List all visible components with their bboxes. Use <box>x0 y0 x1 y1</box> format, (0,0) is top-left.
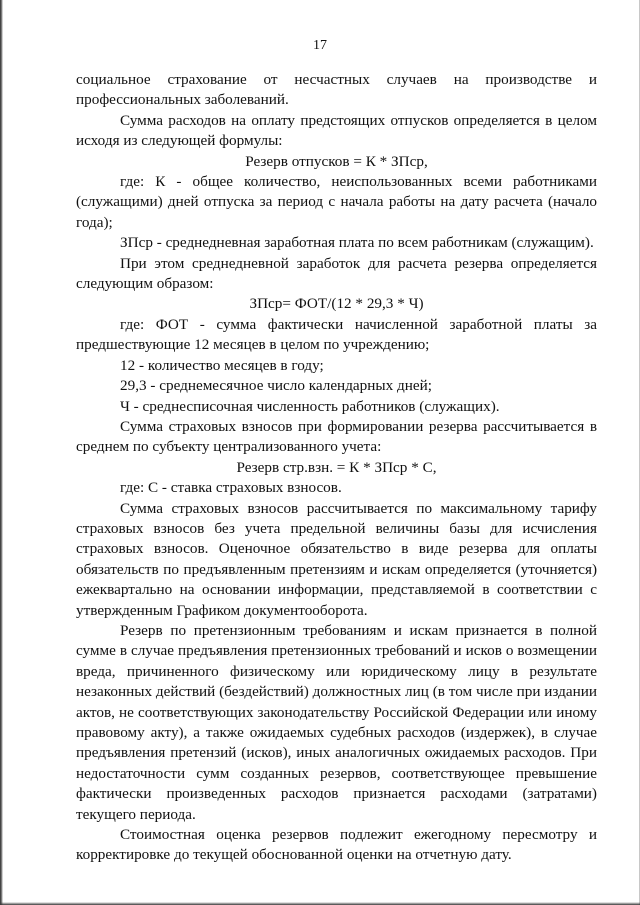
formula-average-earnings: ЗПср= ФОТ/(12 * 29,3 * Ч) <box>249 295 424 313</box>
paragraph-days-definition: 29,3 - среднемесячное число календарных дней; <box>120 377 432 395</box>
paragraph-continuation: социальное страхование от несчастных случаев на производстве и профессиональных заболеваний. <box>76 71 597 109</box>
scan-edge-shadow <box>0 0 3 905</box>
paragraph-k-definition: где: К - общее количество, неиспользованных всеми работниками (служащими) дней отпуска за период с начала работы на дату расчета (начало года); <box>76 173 597 231</box>
paragraph-fot-definition: где: ФОТ - сумма фактически начисленной заработной платы за предшествующие 12 месяцев в целом по учреждению; <box>76 315 597 354</box>
paragraph-rate-definition: где: С - ставка страховых взносов. <box>120 479 342 497</box>
body-text <box>76 70 597 866</box>
paragraph-vacation-reserve-intro: Сумма расходов на оплату предстоящих отпусков определяется в целом исходя из следующей формулы: <box>76 111 597 150</box>
paragraph-zpsr-definition: ЗПср - среднедневная заработная плата по всем работникам (служащим). <box>120 234 594 252</box>
paragraph-reserve-review: Стоимостная оценка резервов подлежит ежегодному пересмотру и корректировке до текущей обоснованной оценки на отчетную дату. <box>76 826 597 864</box>
paragraph-insurance-intro: Сумма страховых взносов при формировании резерва рассчитывается в среднем по субъекту централизованного учета: <box>76 417 597 456</box>
formula-insurance-reserve: Резерв стр.взн. = К * ЗПср * С, <box>236 458 437 476</box>
paragraph-insurance-tariff: Сумма страховых взносов рассчитывается по максимальному тарифу страховых взносов без учета предельной величины базы для исчисления страховых взносов. Оценочное обязательство в виде резерва для оплаты обязательств по предъявленным претензиям и искам определяется (уточняется) ежеквартально на основании информации, представляемой в соответствии с утвержденным Графиком документооборота. <box>76 499 597 619</box>
paragraph-months-definition: 12 - количество месяцев в году; <box>120 356 324 374</box>
paragraph-average-earnings-intro: При этом среднедневной заработок для расчета резерва определяется следующим образом: <box>76 254 597 293</box>
formula-vacation-reserve: Резерв отпусков = К * ЗПср, <box>245 152 428 170</box>
paragraph-headcount-definition: Ч - среднесписочная численность работников (служащих). <box>120 397 500 415</box>
paragraph-claims-reserve: Резерв по претензионным требованиям и искам признается в полной сумме в случае предъявления претензионных требований и исков о возмещении вреда, причиненного физическому или юридическому лицу в результате незаконных действий (бездействий) должностных лиц (в том числе при издании актов, не соответствующих законодательству Российской Федерации или иному правовому акту), а также ожидаемых судебных расходов (издержек), в случае предъявления претензий (исков), иных аналогичных ожидаемых расходов. При недостаточности сумм созданных резервов, соответствующее превышение фактически произведенных расходов признается расходами (затратами) текущего периода. <box>76 621 597 823</box>
page-number: 17 <box>313 38 327 53</box>
